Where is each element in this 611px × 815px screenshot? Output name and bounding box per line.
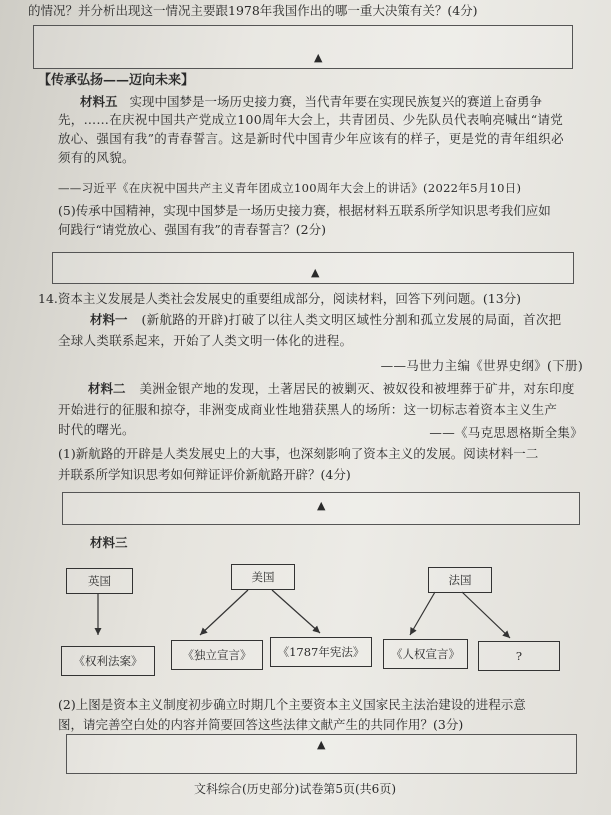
material1-source: ——马世力主编《世界史纲》(下册) bbox=[380, 358, 583, 373]
material5-label: 材料五 bbox=[80, 94, 118, 109]
node-fr: 法国 bbox=[428, 567, 492, 593]
material2-text: 美洲金银产地的发现，土著居民的被剿灭、被奴役和被埋葬于矿井，对东印度 bbox=[139, 381, 575, 396]
material1-text: (新航路的开辟)打破了以往人类文明区域性分割和孤立发展的局面，首次把 bbox=[141, 312, 562, 327]
q4-tail: 的情况？并分析出现这一情况主要跟1978年我国作出的哪一重大决策有关？(4分) bbox=[28, 3, 478, 18]
q14-2-line2: 图，请完善空白处的内容并简要回答这些法律文献产生的共同作用？(3分) bbox=[58, 717, 464, 732]
node-us-doc1: 《独立宣言》 bbox=[171, 640, 263, 670]
arrow-fr-2 bbox=[462, 592, 510, 638]
q5-line2: 何践行“请党放心、强国有我”的青春誓言？(2分) bbox=[58, 222, 326, 237]
material1-label: 材料一 bbox=[90, 312, 128, 327]
answer-marker: ▲ bbox=[311, 266, 320, 279]
q5-line1: (5)传承中国精神，实现中国梦是一场历史接力赛，根据材料五联系所学知识思考我们应如 bbox=[58, 203, 551, 218]
arrow-fr-1 bbox=[410, 592, 435, 635]
material2-line3: 时代的曙光。 bbox=[58, 422, 135, 437]
node-us: 美国 bbox=[231, 564, 295, 590]
page-footer: 文科综合(历史部分)试卷第5页(共6页) bbox=[194, 782, 396, 796]
section-title: 【传承弘扬——迈向未来】 bbox=[38, 73, 195, 88]
material2-label: 材料二 bbox=[88, 381, 126, 396]
material1-line2: 全球人类联系起来，开始了人类文明一体化的进程。 bbox=[58, 333, 353, 348]
material5-source: ——习近平《在庆祝中国共产主义青年团成立100周年大会上的讲话》(2022年5月10日) bbox=[58, 181, 522, 195]
material5-line4: 须有的风貌。 bbox=[58, 150, 135, 165]
node-fr-doc: 《人权宣言》 bbox=[383, 639, 468, 669]
q14-1-line1: (1)新航路的开辟是人类发展史上的大事，也深刻影响了资本主义的发展。阅读材料一二 bbox=[58, 446, 539, 461]
answer-marker: ▲ bbox=[317, 738, 326, 751]
material5-line3: 放心、强国有我”的青春誓言。这是新时代中国青少年应该有的样子，更是党的青年组织必 bbox=[58, 131, 564, 146]
material5-text: 实现中国梦是一场历史接力赛，当代青年要在实现民族复兴的赛道上奋勇争 bbox=[129, 94, 543, 109]
material5-line2: 先，……在庆祝中国共产党成立100周年大会上，共青团员、少先队员代表响亮喊出“请党 bbox=[58, 112, 564, 127]
q14-1-line2: 并联系所学知识思考如何辩证评价新航路开辟？(4分) bbox=[58, 467, 351, 482]
material2-source: ——《马克思恩格斯全集》 bbox=[429, 425, 583, 440]
node-fr-blank[interactable]: ? bbox=[478, 641, 560, 671]
answer-marker: ▲ bbox=[317, 499, 326, 512]
arrow-us-2 bbox=[272, 590, 320, 633]
answer-marker: ▲ bbox=[314, 51, 323, 64]
node-us-doc2: 《1787年宪法》 bbox=[270, 637, 372, 667]
answer-box-q14-2[interactable] bbox=[66, 734, 577, 774]
node-uk-doc: 《权利法案》 bbox=[61, 646, 155, 676]
arrow-us-1 bbox=[200, 590, 248, 635]
material2-line2: 开始进行的征服和掠夺，非洲变成商业性地猎获黑人的场所：这一切标志着资本主义生产 bbox=[58, 402, 558, 417]
material3-label: 材料三 bbox=[90, 535, 128, 550]
q14-2-line1: (2)上图是资本主义制度初步确立时期几个主要资本主义国家民主法治建设的进程示意 bbox=[58, 697, 526, 712]
q14-stem: 14.资本主义发展是人类社会发展史的重要组成部分，阅读材料，回答下列问题。(13分) bbox=[38, 291, 522, 306]
node-uk: 英国 bbox=[66, 568, 133, 594]
